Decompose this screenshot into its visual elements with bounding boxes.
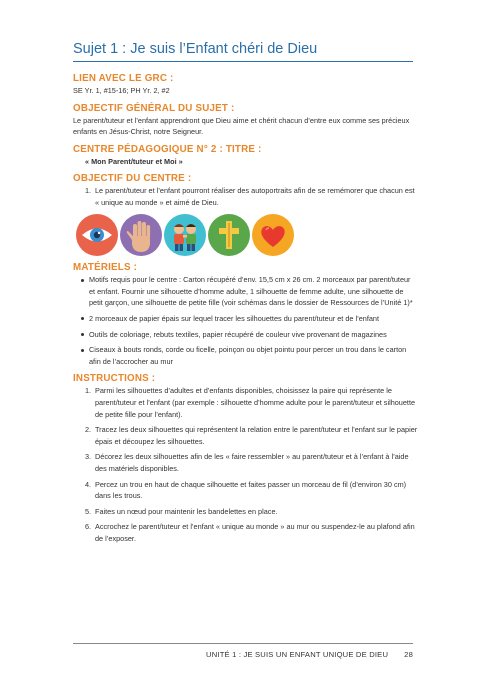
list-item-number: 6. (85, 522, 92, 532)
eye-icon (76, 214, 118, 256)
children-icon (164, 214, 206, 256)
list-item-number: 3. (85, 452, 92, 462)
list-item-text: Le parent/tuteur et l’enfant pourront réaliser des autoportraits afin de se remémorer que chacun est « unique au monde » et aimé de Dieu. (95, 186, 415, 207)
section-materiels (73, 261, 418, 367)
list-item-text: Faites un nœud pour maintenir les bandelettes en place. (95, 506, 278, 516)
list-item (73, 424, 418, 447)
list-item-text: Parmi les silhouettes d’adultes et d’enfants disponibles, choisissez la paire qui représente le parent/tuteur et l’enfant (par exemple : silhouette d’homme adulte pour le parent/tuteur et silhouette de petite fille pour l’enfant). (95, 386, 416, 419)
list-item-number: 5. (85, 506, 92, 516)
theme-icons-row (76, 214, 418, 256)
list-item: 2 morceaux de papier épais sur lequel tracer les silhouettes du parent/tuteur et de l’enfant (73, 313, 418, 325)
hand-icon (120, 214, 162, 256)
lien-text: SE Yr. 1, #15-16; PH Yr. 2, #2 (73, 86, 170, 95)
list-item-text: Percez un trou en haut de chaque silhouette et faites passer un morceau de fil (d’environ 30 cm) dans les trous. (95, 479, 407, 501)
list-item (73, 451, 418, 474)
section-centre (73, 143, 418, 168)
list-item-number: 1. (85, 186, 92, 195)
list-item: Motifs requis pour le centre : Carton récupéré d’env. 15,5 cm x 26 cm. 2 morceaux par parent/tuteur et enfant. Fournir une silhouette d’homme adulte, 1 silhouette de femme adulte, une silhouette de petit garçon, une silhouette de petite fille (voir schémas dans le dossier de Ressources de l’Unité 1)* (73, 274, 418, 309)
objectif-general-text: Le parent/tuteur et l’enfant apprendront que Dieu aime et chérit chacun d’entre eux comme ses précieux enfants en Jésus-Christ, notre Seigneur. (73, 115, 410, 136)
page-footer (73, 650, 413, 659)
list-item (73, 385, 418, 420)
list-item-text: Décorez les deux silhouettes afin de les « faire ressembler » au parent/tuteur et à l’enfant à l’aide des matériels disponibles. (95, 452, 409, 473)
heart-icon (252, 214, 294, 256)
list-item-number: 4. (85, 479, 92, 489)
instructions-list (73, 385, 418, 544)
list-item: Outils de coloriage, rebuts textiles, papier récupéré de couleur vive provenant de magazines (73, 329, 418, 341)
page-content (73, 70, 418, 544)
section-heading-objectif-centre: OBJECTIF DU CENTRE : (73, 173, 192, 184)
centre-title-text: « Mon Parent/tuteur et Moi » (85, 156, 183, 166)
section-objectif-general (73, 102, 418, 138)
section-heading-lien: LIEN AVEC LE GRC : (73, 73, 174, 84)
section-heading-materiels: MATÉRIELS : (73, 262, 138, 274)
list-item: Ciseaux à bouts ronds, corde ou ficelle, poinçon ou objet pointu pour percer un trou dans le carton afin de l’accrocher au mur (73, 344, 418, 367)
section-heading-instructions: INSTRUCTIONS : (73, 373, 156, 385)
objectif-centre-list (73, 185, 418, 208)
list-item-number: 1. (85, 386, 92, 396)
list-item (73, 185, 418, 208)
section-heading-centre: CENTRE PÉDAGOGIQUE N° 2 : TITRE : (73, 143, 262, 155)
section-objectif-centre (73, 172, 418, 208)
section-lien (73, 72, 418, 97)
list-item-text: Accrochez le parent/tuteur et l’enfant « unique au monde » au mur ou suspendez-le au plafond afin de l’exposer. (95, 522, 415, 543)
list-item-text: Tracez les deux silhouettes qui représentent la relation entre le parent/tuteur et l’enfant sur le papier épais et découpez les silhouettes. (95, 425, 418, 446)
list-item-number: 2. (85, 425, 92, 435)
section-instructions (73, 372, 418, 544)
section-heading-objectif-general: OBJECTIF GÉNÉRAL DU SUJET : (73, 102, 235, 114)
list-item (73, 506, 418, 518)
title-divider (73, 61, 413, 62)
list-item (73, 521, 418, 544)
list-item (73, 479, 418, 502)
page-number: 28 (404, 650, 413, 659)
page-title: Sujet 1 : Je suis l’Enfant chéri de Dieu (73, 41, 318, 57)
materiels-list (73, 274, 418, 367)
footer-divider (73, 643, 413, 644)
cross-icon (208, 214, 250, 256)
footer-unit-title: UNITÉ 1 : JE SUIS UN ENFANT UNIQUE DE DIEU (206, 650, 389, 659)
